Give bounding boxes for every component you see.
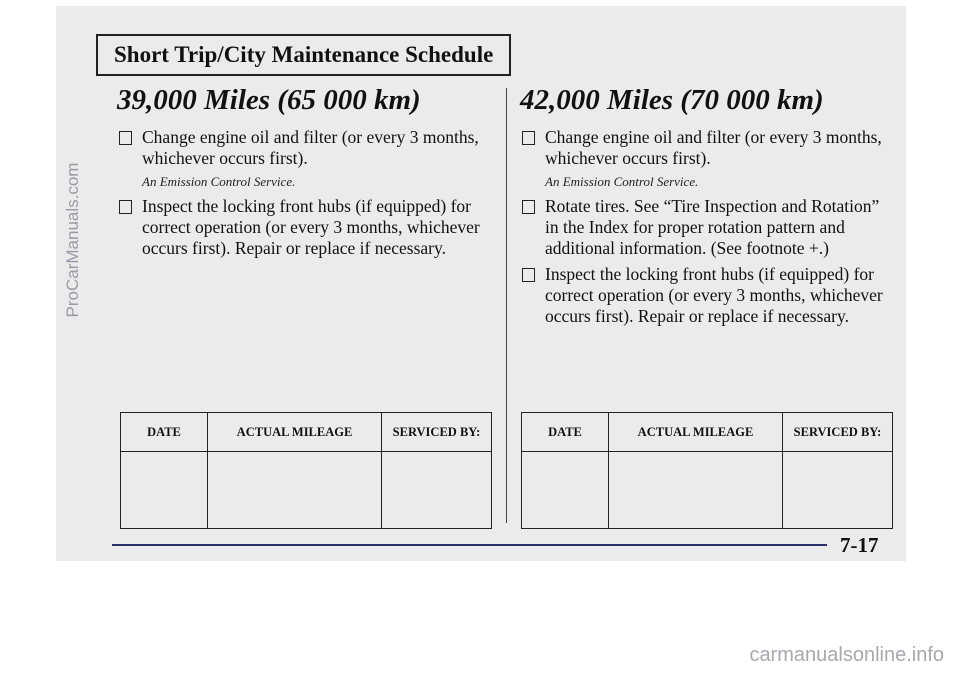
page-number: 7-17 [840,533,879,557]
right-task-1 [520,127,890,169]
left-task-1-note: An Emission Control Service. [142,174,296,189]
checkbox-icon[interactable] [119,131,132,145]
checkbox-icon[interactable] [522,268,535,282]
left-task-2 [117,196,495,259]
table-header-date: DATE [121,413,208,452]
right-service-record-table [521,412,893,529]
table-header-date: DATE [522,413,609,452]
left-service-record-table [120,412,492,529]
serviced-by-cell[interactable] [382,452,492,529]
table-header-serviced-by: SERVICED BY: [783,413,893,452]
left-task-2-text: Inspect the locking front hubs (if equipped) for correct operation (or every 3 months, whichever occurs first). Repair or replace if necessary. [142,196,480,258]
left-task-1 [117,127,495,169]
section-title-text: Short Trip/City Maintenance Schedule [114,42,494,67]
mileage-cell[interactable] [208,452,382,529]
right-column [520,84,890,332]
checkbox-icon[interactable] [522,200,535,214]
side-watermark: ProCarManuals.com [63,162,82,318]
date-cell[interactable] [121,452,208,529]
checkbox-icon[interactable] [522,131,535,145]
table-row [121,452,492,529]
right-task-1-text: Change engine oil and filter (or every 3 months, whichever occurs first). [545,127,882,168]
date-cell[interactable] [522,452,609,529]
right-task-1-note: An Emission Control Service. [545,174,699,189]
mileage-cell[interactable] [609,452,783,529]
table-header-serviced-by: SERVICED BY: [382,413,492,452]
section-title [96,34,511,76]
right-task-3 [520,264,890,327]
left-task-1-text: Change engine oil and filter (or every 3 months, whichever occurs first). [142,127,479,168]
left-interval-heading: 39,000 Miles (65 000 km) [117,84,421,116]
bottom-watermark: carmanualsonline.info [749,644,944,666]
right-task-3-text: Inspect the locking front hubs (if equipped) for correct operation (or every 3 months, whichever occurs first). Repair or replace if necessary. [545,264,883,326]
footer-rule [112,544,827,546]
table-header-mileage: ACTUAL MILEAGE [208,413,382,452]
table-row [522,452,893,529]
right-task-2 [520,196,890,259]
left-column [117,84,495,264]
table-header-mileage: ACTUAL MILEAGE [609,413,783,452]
column-divider [506,88,507,523]
checkbox-icon[interactable] [119,200,132,214]
right-task-2-text: Rotate tires. See “Tire Inspection and Rotation” in the Index for proper rotation pattern and additional information. (See footnote +.) [545,196,880,258]
right-interval-heading: 42,000 Miles (70 000 km) [520,84,824,116]
serviced-by-cell[interactable] [783,452,893,529]
